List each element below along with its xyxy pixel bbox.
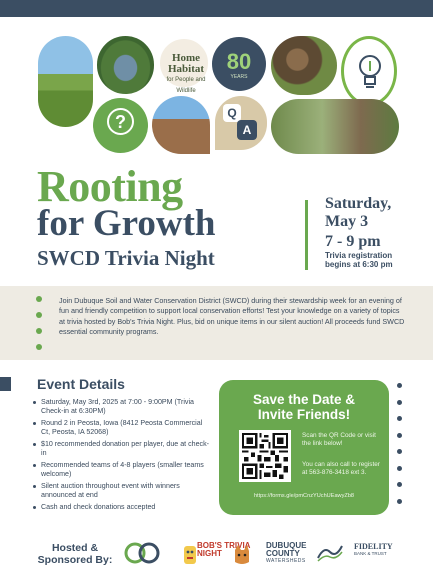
lightbulb-tile bbox=[341, 36, 397, 106]
top-bar bbox=[0, 0, 433, 17]
registration-link[interactable]: https://forms.gle/pmCnzYUchUEawyZb8 bbox=[253, 493, 355, 499]
sponsor-dubuque-watersheds-logo bbox=[266, 542, 346, 566]
photo-ploughed-field bbox=[152, 96, 210, 154]
save-the-date-card bbox=[219, 380, 389, 515]
q-bubble-icon: Q bbox=[223, 104, 241, 122]
intro-text: Join Dubuque Soil and Water Conservation District (SWCD) during their stewardship week for an evening of fun and friendly competition to support local conservation efforts! Test your knowledge on a variety of topics at trivia hosted by Bob's Trivia Night. Plus, bid on unique items in our silent auction! All proceeds fund SWCD essential community programs. bbox=[59, 296, 405, 337]
sponsors-label bbox=[33, 542, 117, 566]
event-details-list bbox=[32, 398, 212, 514]
title-line1: Rooting bbox=[37, 162, 183, 211]
decor-dot bbox=[397, 482, 402, 487]
list-item: Round 2 in Peosta, Iowa (8412 Peosta Commercial Ct, Peosta, IA 52068) bbox=[32, 419, 212, 437]
photo-stream bbox=[97, 36, 154, 94]
date-block bbox=[325, 195, 391, 251]
question-mark-icon: ? bbox=[107, 108, 134, 135]
date-date: May 3 bbox=[325, 213, 369, 230]
card-title-line1: Save the Date & bbox=[252, 392, 356, 407]
date-day: Saturday, bbox=[325, 195, 392, 212]
fidelity-line1: FIDELITY bbox=[354, 542, 393, 551]
decor-dot bbox=[397, 466, 402, 471]
question-tile bbox=[93, 98, 148, 153]
shiba-icon bbox=[233, 544, 251, 566]
decor-dot bbox=[36, 328, 42, 334]
list-item: Cash and check donations accepted bbox=[32, 503, 212, 512]
home-habitat-text bbox=[163, 53, 209, 97]
home-habitat-tagline: for People and Wildlife bbox=[166, 77, 206, 94]
dubuque-line2: COUNTY bbox=[266, 549, 300, 558]
card-title bbox=[219, 392, 389, 422]
decor-dot bbox=[397, 499, 402, 504]
home-habitat-logo bbox=[158, 37, 210, 94]
list-item: Silent auction throughout event with winners announced at end bbox=[32, 482, 212, 500]
list-item: $10 recommended donation per player, due at check-in bbox=[32, 440, 212, 458]
sponsors-label-line2: Sponsored By: bbox=[37, 554, 113, 566]
date-divider bbox=[305, 200, 308, 270]
list-item: Recommended teams of 4-8 players (smaller teams welcome) bbox=[32, 461, 212, 479]
photo-creek bbox=[271, 99, 399, 154]
photo-roots bbox=[271, 36, 337, 95]
lightbulb-icon bbox=[356, 53, 384, 91]
photo-crop-field bbox=[38, 36, 93, 127]
decor-dot bbox=[36, 312, 42, 318]
decor-dot bbox=[397, 449, 402, 454]
decor-dot bbox=[36, 296, 42, 302]
decor-dot bbox=[36, 344, 42, 350]
scan-text: Scan the QR Code or visit the link below! bbox=[302, 432, 376, 447]
sponsor-80-years-logo bbox=[124, 540, 160, 567]
date-time: 7 - 9 pm bbox=[325, 233, 381, 250]
qr-code-icon bbox=[242, 433, 288, 479]
watershed-icon bbox=[316, 542, 344, 562]
call-text: You can also call to register at 563-876-3418 ext 3. bbox=[302, 461, 380, 476]
sponsors-label-line1: Hosted & bbox=[51, 542, 99, 554]
eighty-number: 80 bbox=[226, 49, 252, 74]
title-line2: for Growth bbox=[37, 203, 216, 244]
subtitle: SWCD Trivia Night bbox=[37, 246, 215, 270]
list-item: Saturday, May 3rd, 2025 at 7:00 - 9:00PM (Trivia Check-in at 6:30PM) bbox=[32, 398, 212, 416]
decor-dot bbox=[397, 383, 402, 388]
decor-dot bbox=[397, 400, 402, 405]
decor-dot bbox=[397, 433, 402, 438]
registration-note: Trivia registration begins at 6:30 pm bbox=[325, 251, 393, 269]
sponsor-fidelity-logo bbox=[354, 542, 400, 566]
decor-dot bbox=[397, 416, 402, 421]
dubuque-line1: DUBUQUE bbox=[266, 541, 307, 550]
event-details-heading: Event Details bbox=[37, 376, 125, 392]
fidelity-line2: BANK & TRUST bbox=[354, 551, 387, 556]
dog-icon bbox=[183, 542, 197, 566]
eighty-sub: YEARS bbox=[230, 74, 248, 80]
section-marker bbox=[0, 377, 11, 391]
decor-dots-left bbox=[36, 296, 42, 360]
qr-code[interactable] bbox=[239, 430, 291, 482]
home-habitat-line1: Home bbox=[171, 52, 201, 64]
eighty-years-logo bbox=[212, 37, 266, 91]
dubuque-line3: WATERSHEDS bbox=[266, 558, 306, 564]
sponsor-bobs-trivia-logo bbox=[183, 540, 253, 567]
card-title-line2: Invite Friends! bbox=[257, 407, 351, 422]
home-habitat-line2: Habitat bbox=[167, 63, 205, 75]
a-bubble-icon: A bbox=[237, 120, 257, 140]
decor-dots-right bbox=[397, 383, 402, 515]
qa-tile bbox=[215, 96, 267, 150]
eighty-years-icon bbox=[124, 540, 160, 567]
bobs-trivia-text: BOB'S TRIVIA NIGHT bbox=[197, 541, 251, 558]
